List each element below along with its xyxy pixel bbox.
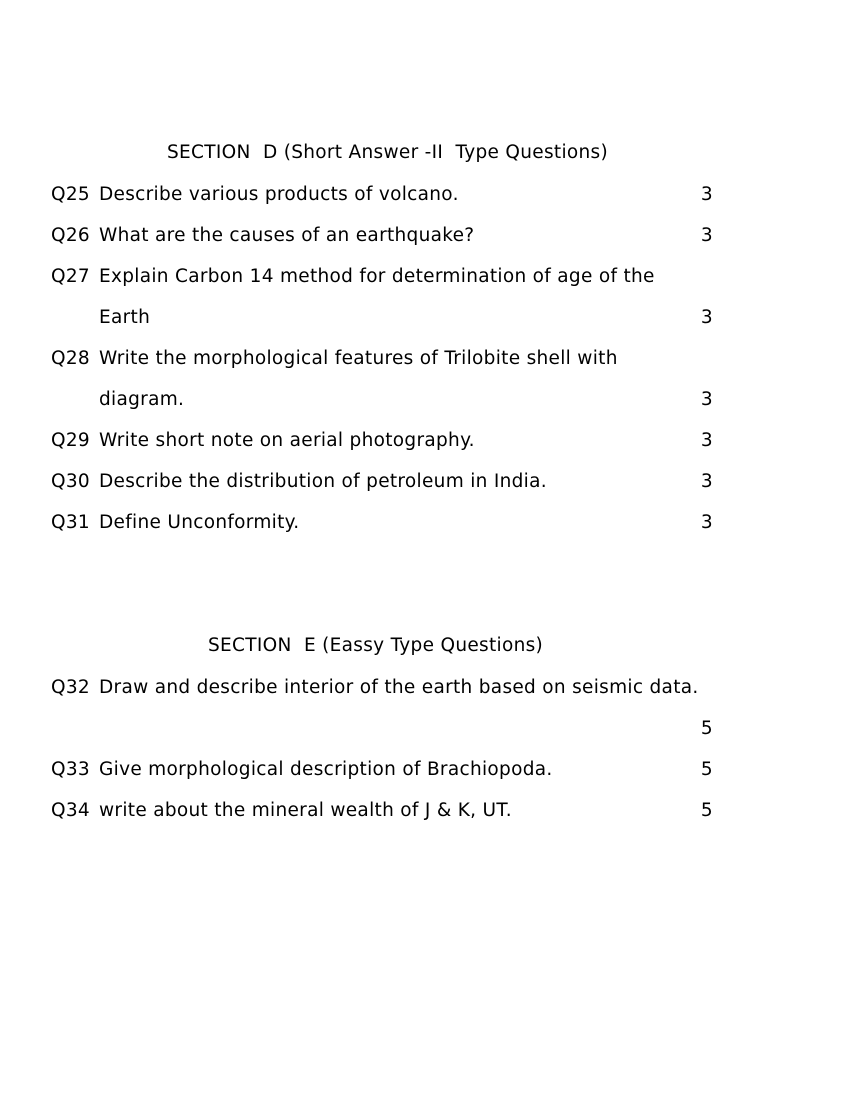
question-marks: 3	[700, 389, 713, 410]
question-row-q28	[51, 346, 713, 372]
question-marks: 5	[700, 759, 713, 780]
question-number: Q33	[51, 759, 91, 780]
question-text: Draw and describe interior of the earth based on seismic data.	[99, 677, 699, 698]
question-row-q32-continued	[51, 716, 713, 742]
question-marks: 3	[700, 184, 713, 205]
question-text: Explain Carbon 14 method for determination of age of the	[99, 266, 655, 287]
question-number: Q29	[51, 430, 91, 451]
question-row-q27	[51, 264, 713, 290]
section-d-heading: SECTION D (Short Answer -II Type Questions)	[167, 142, 608, 163]
question-number: Q25	[51, 184, 91, 205]
question-number: Q32	[51, 677, 91, 698]
question-row-q26	[51, 223, 713, 249]
question-marks: 3	[700, 307, 713, 328]
question-number: Q30	[51, 471, 91, 492]
question-number: Q34	[51, 800, 91, 821]
question-number: Q26	[51, 225, 91, 246]
question-row-q30	[51, 469, 713, 495]
question-row-q33	[51, 757, 713, 783]
question-number: Q27	[51, 266, 91, 287]
question-row-q31	[51, 510, 713, 536]
question-marks: 3	[700, 430, 713, 451]
question-number: Q28	[51, 348, 91, 369]
question-text-continued: diagram.	[99, 389, 185, 410]
question-text: What are the causes of an earthquake?	[99, 225, 475, 246]
section-e-heading: SECTION E (Eassy Type Questions)	[208, 635, 544, 656]
question-marks: 3	[700, 512, 713, 533]
question-text: Give morphological description of Brachiopoda.	[99, 759, 553, 780]
question-text: Describe the distribution of petroleum in India.	[99, 471, 547, 492]
question-marks: 5	[700, 800, 713, 821]
question-marks: 3	[700, 471, 713, 492]
question-marks: 5	[700, 718, 713, 739]
question-row-q29	[51, 428, 713, 454]
question-row-q34	[51, 798, 713, 824]
question-number: Q31	[51, 512, 91, 533]
question-text: Write short note on aerial photography.	[99, 430, 475, 451]
question-row-q28-continued	[51, 387, 713, 413]
question-row-q32	[51, 675, 713, 701]
question-text: Define Unconformity.	[99, 512, 300, 533]
question-marks: 3	[700, 225, 713, 246]
question-row-q27-continued	[51, 305, 713, 331]
question-row-q25	[51, 182, 713, 208]
question-text: Write the morphological features of Trilobite shell with	[99, 348, 618, 369]
question-text: Describe various products of volcano.	[99, 184, 459, 205]
question-text: write about the mineral wealth of J & K, UT.	[99, 800, 512, 821]
question-text-continued: Earth	[99, 307, 151, 328]
